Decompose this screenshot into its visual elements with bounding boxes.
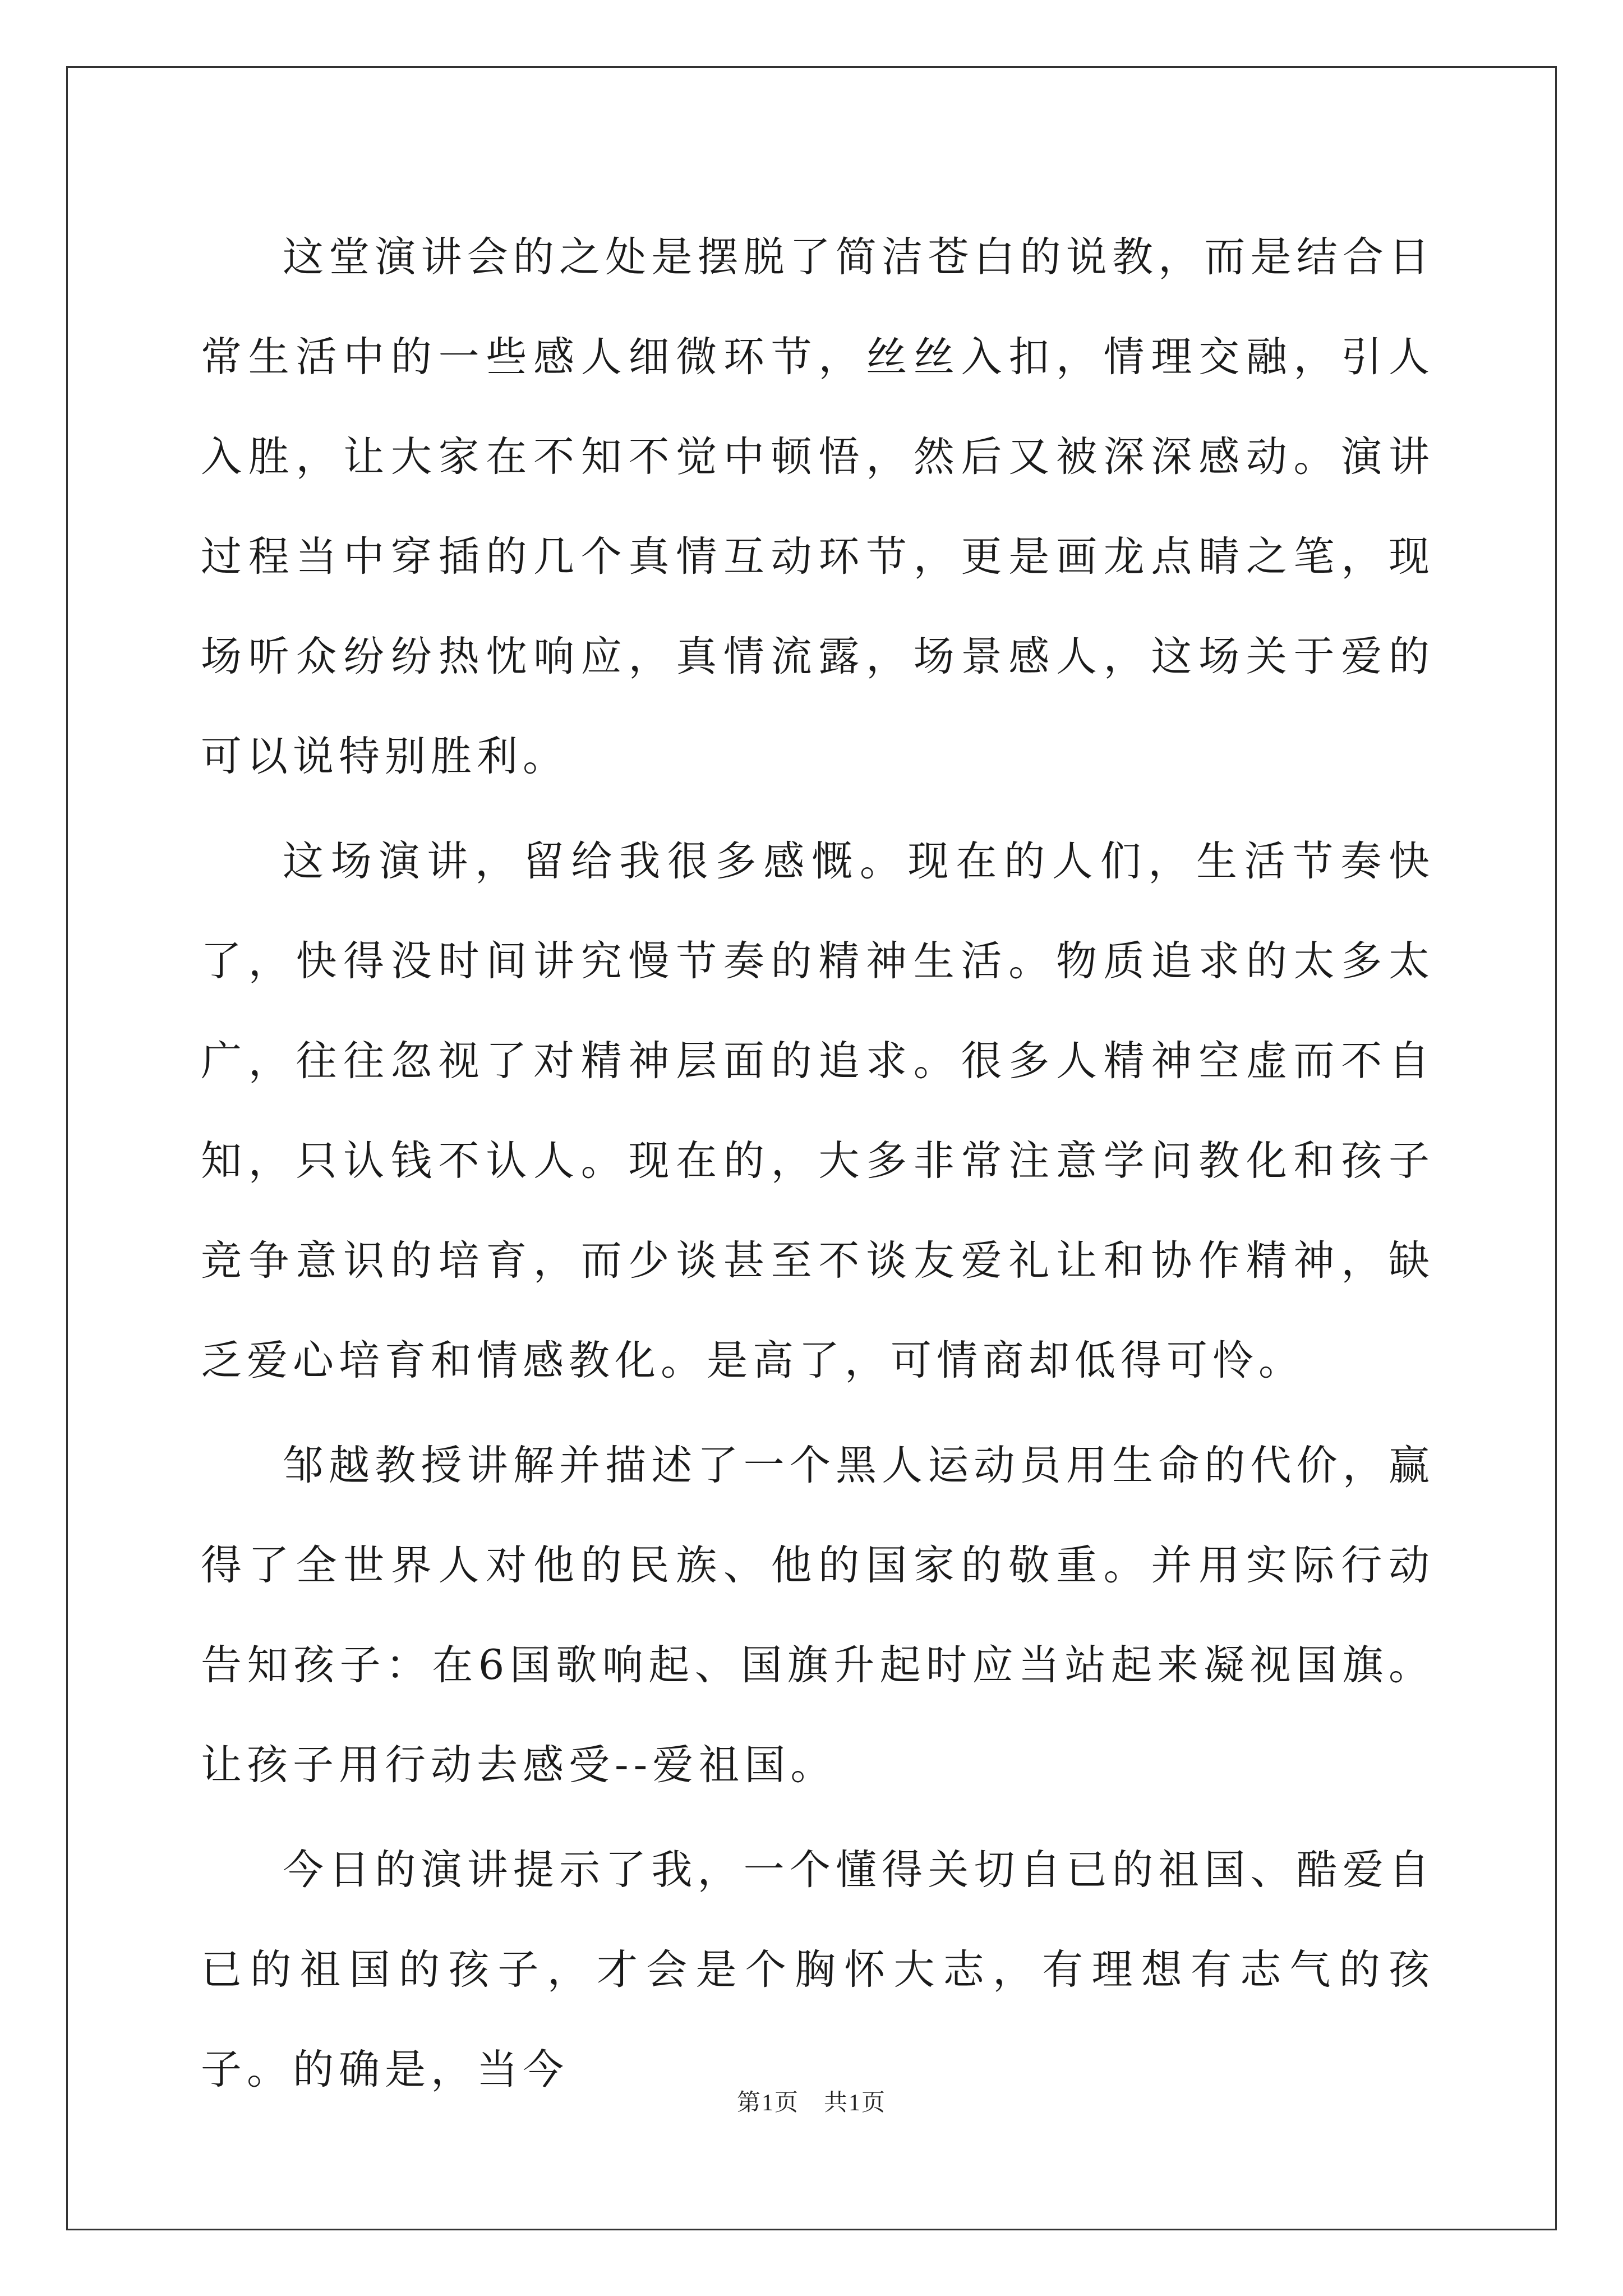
- document-body: [201, 208, 1435, 2125]
- paragraph: 今日的演讲提示了我，一个懂得关切自已的祖国、酷爱自已的祖国的孩子，才会是个胸怀大志，有理想有志气的孩子。的确是，当今: [201, 1846, 1435, 2093]
- page-number-footer: 第1页 共1页: [736, 2090, 886, 2116]
- paragraph: 这场演讲，留给我很多感慨。现在的人们，生活节奏快了，快得没时间讲究慢节奏的精神生活。物质追求的太多太广，往往忽视了对精神层面的追求。很多人精神空虚而不自知，只认钱不认人。现在的，大多非常注意学问教化和孩子竞争意识的培育，而少谈甚至不谈友爱礼让和协作精神，缺乏爱心培育和情感教化。是高了，可情商却低得可怜。: [201, 838, 1435, 1384]
- paragraph: 这堂演讲会的之处是摆脱了简洁苍白的说教，而是结合日常生活中的一些感人细微环节，丝丝入扣，情理交融，引人入胜，让大家在不知不觉中顿悟，然后又被深深感动。演讲过程当中穿插的几个真情互动环节，更是画龙点睛之笔，现场听众纷纷热忱响应，真情流露，场景感人，这场关于爱的可以说特别胜利。: [201, 233, 1435, 780]
- paragraph: 邹越教授讲解并描述了一个黑人运动员用生命的代价，赢得了全世界人对他的民族、他的国家的敬重。并用实际行动告知孩子：在6国歌响起、国旗升起时应当站起来凝视国旗。让孩子用行动去感受--爱祖国。: [201, 1442, 1435, 1789]
